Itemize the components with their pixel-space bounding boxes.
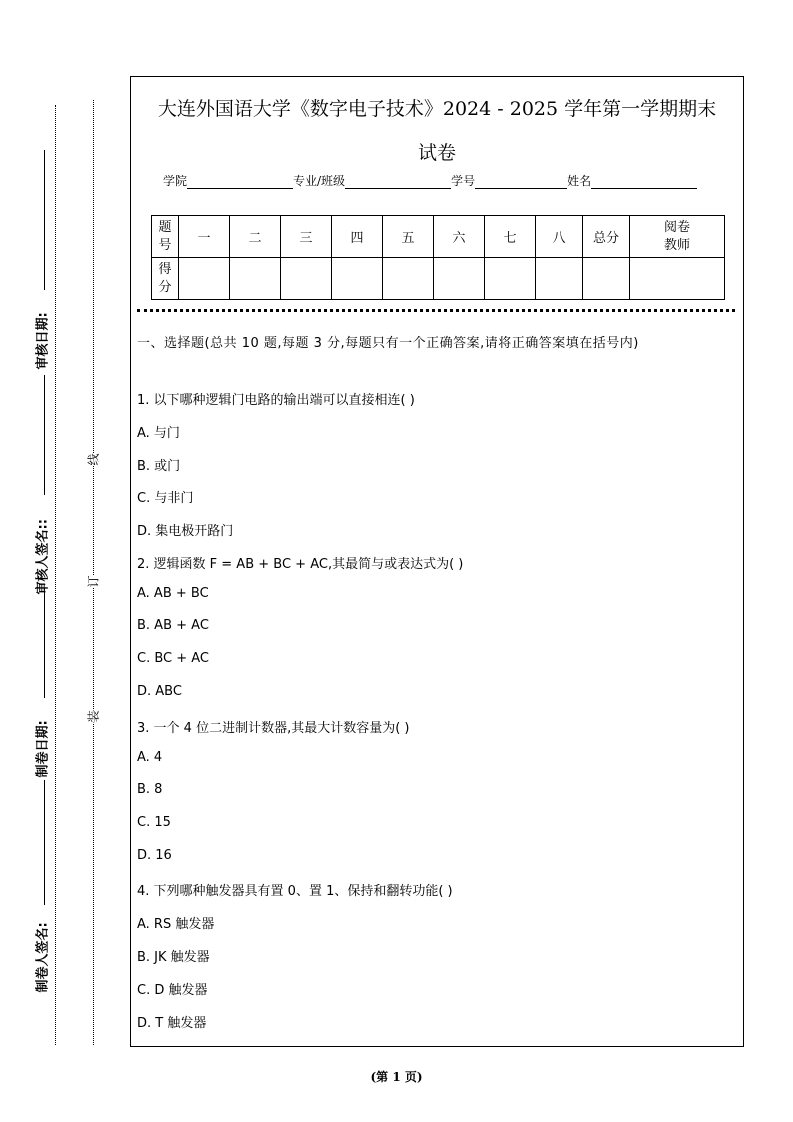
column-header: 七 (485, 216, 536, 258)
page-number: (第 1 页) (370, 1070, 423, 1084)
college-blank[interactable] (187, 174, 293, 189)
score-cell[interactable] (434, 258, 485, 300)
question-option: A. 与门 (137, 426, 180, 441)
student-id-label: 学号 (451, 174, 476, 188)
question-option: C. D 触发器 (137, 983, 208, 998)
maker-signature-label: 制卷人签名: (35, 922, 51, 993)
question-option: B. 8 (137, 782, 163, 797)
question-stem: 2. 逻辑函数 F = AB + BC + AC,其最简与或表达式为( ) (137, 557, 464, 572)
section-heading: 一、选择题(总共 10 题,每题 3 分,每题只有一个正确答案,请将正确答案填在括号内) (137, 336, 639, 351)
reviewer-signature-underline (44, 375, 45, 495)
binding-dotted-line-left (55, 105, 56, 1045)
question-option: D. 集电极开路门 (137, 524, 234, 539)
binding-dotted-line-right (93, 100, 94, 1045)
question-option: A. 4 (137, 750, 163, 765)
score-table (151, 215, 725, 300)
reviewer-header: 阅卷 教师 (630, 216, 725, 258)
question-stem: 1. 以下哪种逻辑门电路的输出端可以直接相连( ) (137, 393, 415, 408)
cut-mark-xian: 线 (84, 453, 103, 465)
column-header: 二 (230, 216, 281, 258)
question-no-label: 题 号 (152, 216, 179, 258)
question-option: B. AB + AC (137, 618, 209, 633)
question-option: A. RS 触发器 (137, 917, 215, 932)
score-label: 得 分 (152, 258, 179, 300)
question-option: D. T 触发器 (137, 1016, 207, 1031)
maker-signature-underline (44, 780, 45, 905)
score-cell[interactable] (179, 258, 230, 300)
score-table-score-row (152, 258, 725, 300)
name-blank[interactable] (591, 174, 697, 189)
question-stem: 4. 下列哪种触发器具有置 0、置 1、保持和翻转功能( ) (137, 884, 453, 899)
exam-title-line1: 大连外国语大学《数字电子技术》2024 - 2025 学年第一学期期末 (157, 98, 717, 120)
score-cell-total[interactable] (583, 258, 630, 300)
column-header: 六 (434, 216, 485, 258)
score-cell[interactable] (383, 258, 434, 300)
reviewer-date-underline (44, 150, 45, 290)
score-cell[interactable] (332, 258, 383, 300)
question-stem: 3. 一个 4 位二进制计数器,其最大计数容量为( ) (137, 721, 410, 736)
reviewer-date-label: 审核日期: (35, 312, 51, 370)
major-class-blank[interactable] (345, 174, 451, 189)
column-header: 四 (332, 216, 383, 258)
question-option: B. JK 触发器 (137, 950, 210, 965)
exam-title (131, 87, 743, 175)
exam-frame (130, 76, 744, 1047)
column-header: 八 (536, 216, 583, 258)
question-option: C. 与非门 (137, 491, 194, 506)
student-id-blank[interactable] (475, 174, 567, 189)
college-label: 学院 (163, 174, 188, 188)
cut-mark-zhuang: 装 (84, 710, 103, 722)
maker-date-label: 制卷日期: (35, 720, 51, 778)
cut-mark-ding: 订 (84, 575, 103, 587)
reviewer-signature-label: 审核人签名:: (35, 519, 51, 595)
column-header: 五 (383, 216, 434, 258)
maker-date-underline (44, 588, 45, 698)
score-cell[interactable] (230, 258, 281, 300)
exam-title-line2: 试卷 (417, 142, 456, 164)
question-option: D. 16 (137, 848, 172, 863)
column-header: 三 (281, 216, 332, 258)
question-option: D. ABC (137, 684, 182, 699)
question-option: B. 或门 (137, 459, 181, 474)
score-cell[interactable] (485, 258, 536, 300)
dotted-separator (137, 309, 735, 312)
score-cell[interactable] (536, 258, 583, 300)
student-info-row (163, 172, 697, 189)
major-class-label: 专业/班级 (293, 174, 346, 188)
question-option: C. 15 (137, 815, 171, 830)
column-header: 一 (179, 216, 230, 258)
column-header-total: 总分 (583, 216, 630, 258)
question-option: A. AB + BC (137, 586, 209, 601)
score-cell[interactable] (281, 258, 332, 300)
reviewer-cell[interactable] (630, 258, 725, 300)
name-label: 姓名 (567, 174, 592, 188)
question-option: C. BC + AC (137, 651, 210, 666)
score-table-header-row (152, 216, 725, 258)
